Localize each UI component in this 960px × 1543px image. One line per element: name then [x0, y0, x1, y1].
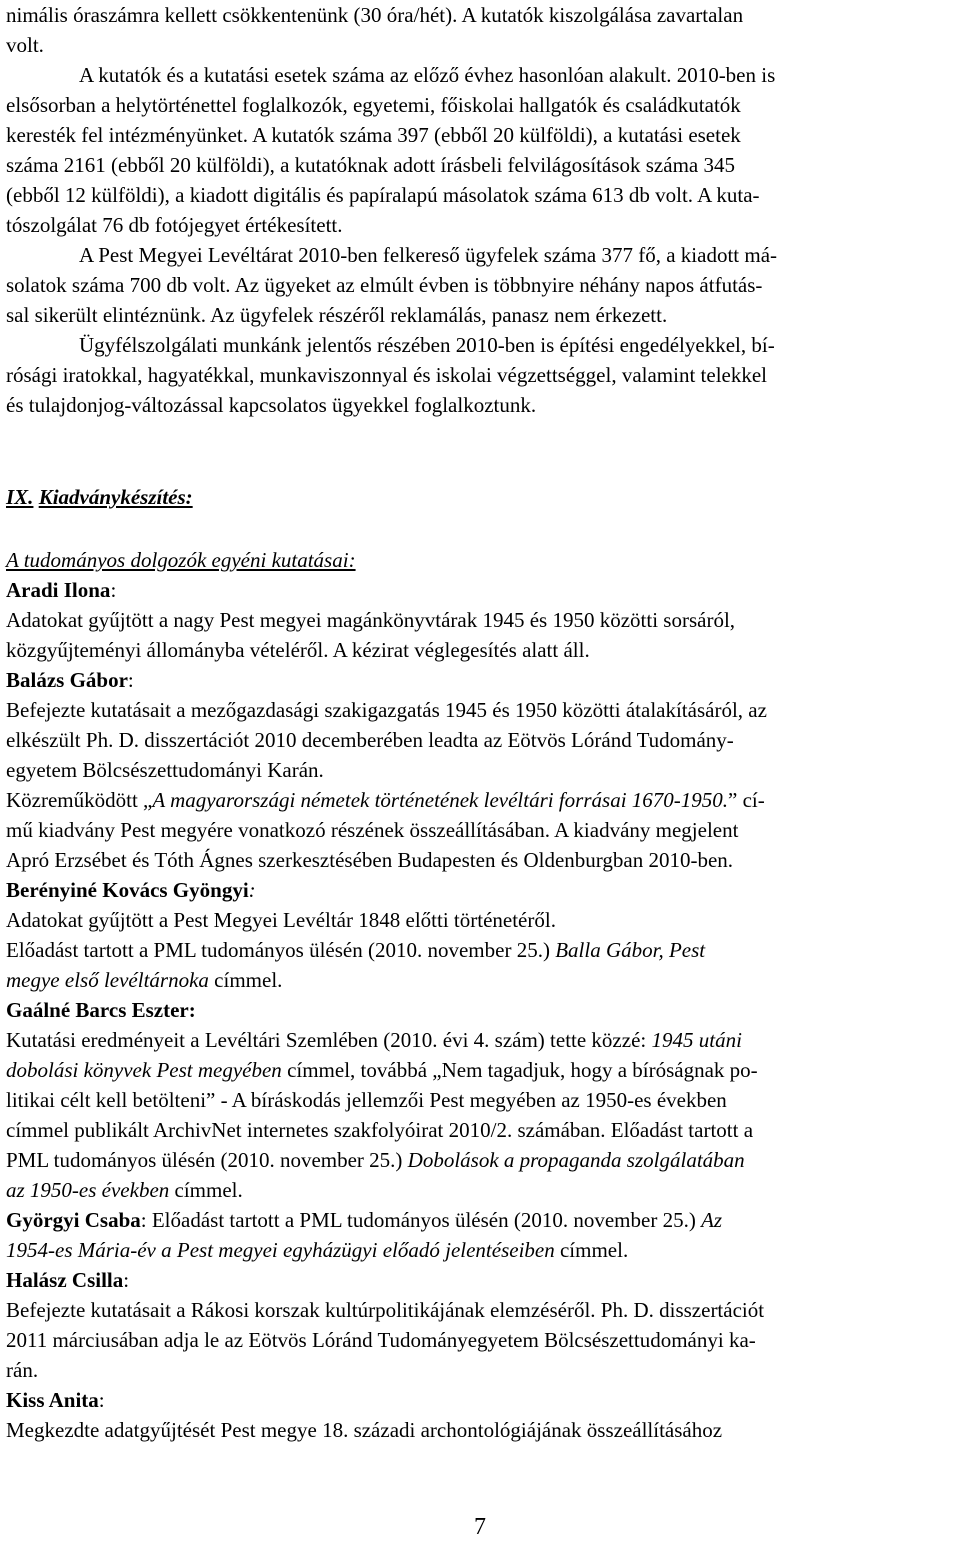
- text-run: PML tudományos ülésén (2010. november 25.): [6, 1148, 408, 1172]
- paragraph-line: Adatokat gyűjtött a Pest Megyei Levéltár 1848 előtti történetéről.: [6, 908, 556, 932]
- paragraph-line: tószolgálat 76 db fotójegyet értékesített.: [6, 213, 343, 237]
- text-run: Kutatási eredményeit a Levéltári Szemlében (2010. évi 4. szám) tette közzé:: [6, 1028, 652, 1052]
- paragraph-line: [6, 935, 705, 965]
- paragraph-line: egyetem Bölcsészettudományi Karán.: [6, 758, 324, 782]
- paragraph-line: közgyűjteményi állományba vételéről. A kézirat véglegesítés alatt áll.: [6, 638, 590, 662]
- paragraph-line: [6, 965, 282, 995]
- researcher-name: Kiss Anita: [6, 1388, 99, 1412]
- paragraph-line: mű kiadvány Pest megyére vonatkozó részének összeállításában. A kiadvány megjelent: [6, 818, 739, 842]
- paragraph-line: [6, 785, 765, 815]
- paragraph-line: A Pest Megyei Levéltárat 2010-ben felkereső ügyfelek száma 377 fő, a kiadott má-: [79, 243, 778, 267]
- researcher-heading: [6, 575, 116, 605]
- text-run: Közreműködött „: [6, 788, 153, 812]
- colon: :: [248, 878, 256, 902]
- researcher-name: Györgyi Csaba: [6, 1208, 141, 1232]
- paragraph-line: [6, 1055, 758, 1085]
- paragraph-line: rán.: [6, 1358, 39, 1382]
- paragraph-line: solatok száma 700 db volt. Az ügyeket az elmúlt évben is többnyire néhány napos átfutás-: [6, 273, 763, 297]
- text-run: címmel.: [208, 968, 283, 992]
- section-title: Kiadványkészítés:: [38, 485, 193, 509]
- colon: :: [123, 1268, 130, 1292]
- text-run: Előadást tartott a PML tudományos ülésén (2010. november 25.): [6, 938, 556, 962]
- paragraph-line: volt.: [6, 33, 44, 57]
- publication-title: dobolási könyvek Pest megyében: [6, 1058, 282, 1082]
- paragraph-line: [6, 1175, 243, 1205]
- paragraph-line: A kutatók és a kutatási esetek száma az előző évhez hasonlóan alakult. 2010-ben is: [79, 63, 776, 87]
- researcher-name: Balázs Gábor: [6, 668, 128, 692]
- paragraph-line: 2011 márciusában adja le az Eötvös Lóránd Tudományegyetem Bölcsészettudományi ka-: [6, 1328, 756, 1352]
- paragraph-line: [6, 1235, 628, 1265]
- paragraph-line: rósági iratokkal, hagyatékkal, munkaviszonnyal és iskolai végzettséggel, valamint telekkel: [6, 363, 768, 387]
- researcher-heading: [6, 665, 134, 695]
- paragraph-line: Ügyfélszolgálati munkánk jelentős részében 2010-ben is építési engedélyekkel, bí-: [79, 333, 775, 357]
- researcher-heading: [6, 1265, 129, 1295]
- colon: :: [127, 668, 134, 692]
- paragraph-line: litikai célt kell betölteni” - A bíráskodás jellemzői Pest megyében az 1950-es években: [6, 1088, 727, 1112]
- lecture-title: 1954-es Mária-év a Pest megyei egyházügyi előadó jelentéseiben: [6, 1238, 555, 1262]
- text-run: címmel.: [554, 1238, 629, 1262]
- researcher-name: Berényiné Kovács Gyöngyi: [6, 878, 249, 902]
- lecture-title: Az: [701, 1208, 723, 1232]
- paragraph-line: Adatokat gyűjtött a nagy Pest megyei magánkönyvtárak 1945 és 1950 közötti sorsáról,: [6, 608, 736, 632]
- colon: :: [98, 1388, 105, 1412]
- paragraph-line: Befejezte kutatásait a mezőgazdasági szakigazgatás 1945 és 1950 közötti átalakításáról, az: [6, 698, 767, 722]
- paragraph-line: [6, 1145, 745, 1175]
- paragraph-line: Befejezte kutatásait a Rákosi korszak kultúrpolitikájának elemzéséről. Ph. D. disszertációt: [6, 1298, 765, 1322]
- text-run: ” cí-: [728, 788, 765, 812]
- lecture-title: megye első levéltárnoka: [6, 968, 209, 992]
- lecture-title: Balla Gábor, Pest: [555, 938, 706, 962]
- section-heading: [6, 482, 193, 512]
- colon: :: [110, 578, 117, 602]
- paragraph-line: Apró Erzsébet és Tóth Ágnes szerkesztésében Budapesten és Oldenburgban 2010-ben.: [6, 848, 734, 872]
- paragraph-line: és tulajdonjog-változással kapcsolatos ügyekkel foglalkoztunk.: [6, 393, 537, 417]
- paragraph-line: száma 2161 (ebből 20 külföldi), a kutatóknak adott írásbeli felvilágosítások száma 345: [6, 153, 735, 177]
- text-run: címmel.: [169, 1178, 243, 1202]
- section-number: IX.: [6, 485, 34, 509]
- paragraph-line: nimális óraszámra kellett csökkentenünk (30 óra/hét). A kutatók kiszolgálása zavartalan: [6, 3, 744, 27]
- researcher-name: Halász Csilla: [6, 1268, 124, 1292]
- subheading: A tudományos dolgozók egyéni kutatásai:: [6, 548, 356, 572]
- publication-title: A magyarországi németek történetének levéltári forrásai 1670-1950.: [152, 788, 729, 812]
- paragraph-line: [6, 1205, 722, 1235]
- paragraph-line: (ebből 12 külföldi), a kiadott digitális és papíralapú másolatok száma 613 db volt. A kuta-: [6, 183, 760, 207]
- paragraph-line: keresték fel intézményünket. A kutatók száma 397 (ebből 20 külföldi), a kutatási esetek: [6, 123, 741, 147]
- lecture-title: Dobolások a propaganda szolgálatában: [407, 1148, 745, 1172]
- paragraph-line: címmel publikált ArchivNet internetes szakfolyóirat 2010/2. számában. Előadást tartott a: [6, 1118, 754, 1142]
- publication-title: 1945 utáni: [651, 1028, 742, 1052]
- researcher-heading: [6, 1385, 105, 1415]
- lecture-title: az 1950-es években: [6, 1178, 170, 1202]
- paragraph-line: elsősorban a helytörténettel foglalkozók, egyetemi, főiskolai hallgatók és családkutatók: [6, 93, 741, 117]
- colon: :: [140, 1208, 147, 1232]
- researcher-name: Aradi Ilona: [6, 578, 111, 602]
- researcher-name: Gaálné Barcs Eszter:: [6, 998, 196, 1022]
- researcher-heading: [6, 875, 256, 905]
- page-number: 7: [474, 1514, 486, 1540]
- paragraph-line: elkészült Ph. D. disszertációt 2010 decemberében leadta az Eötvös Lóránd Tudomány-: [6, 728, 734, 752]
- paragraph-line: [6, 1025, 742, 1055]
- paragraph-line: sal sikerült elintéznünk. Az ügyfelek részéről reklamálás, panasz nem érkezett.: [6, 303, 668, 327]
- text-run: Előadást tartott a PML tudományos ülésén (2010. november 25.): [146, 1208, 702, 1232]
- paragraph-line: Megkezdte adatgyűjtését Pest megye 18. századi archontológiájának összeállításához: [6, 1418, 723, 1442]
- text-run: címmel, továbbá „Nem tagadjuk, hogy a bíróságnak po-: [281, 1058, 758, 1082]
